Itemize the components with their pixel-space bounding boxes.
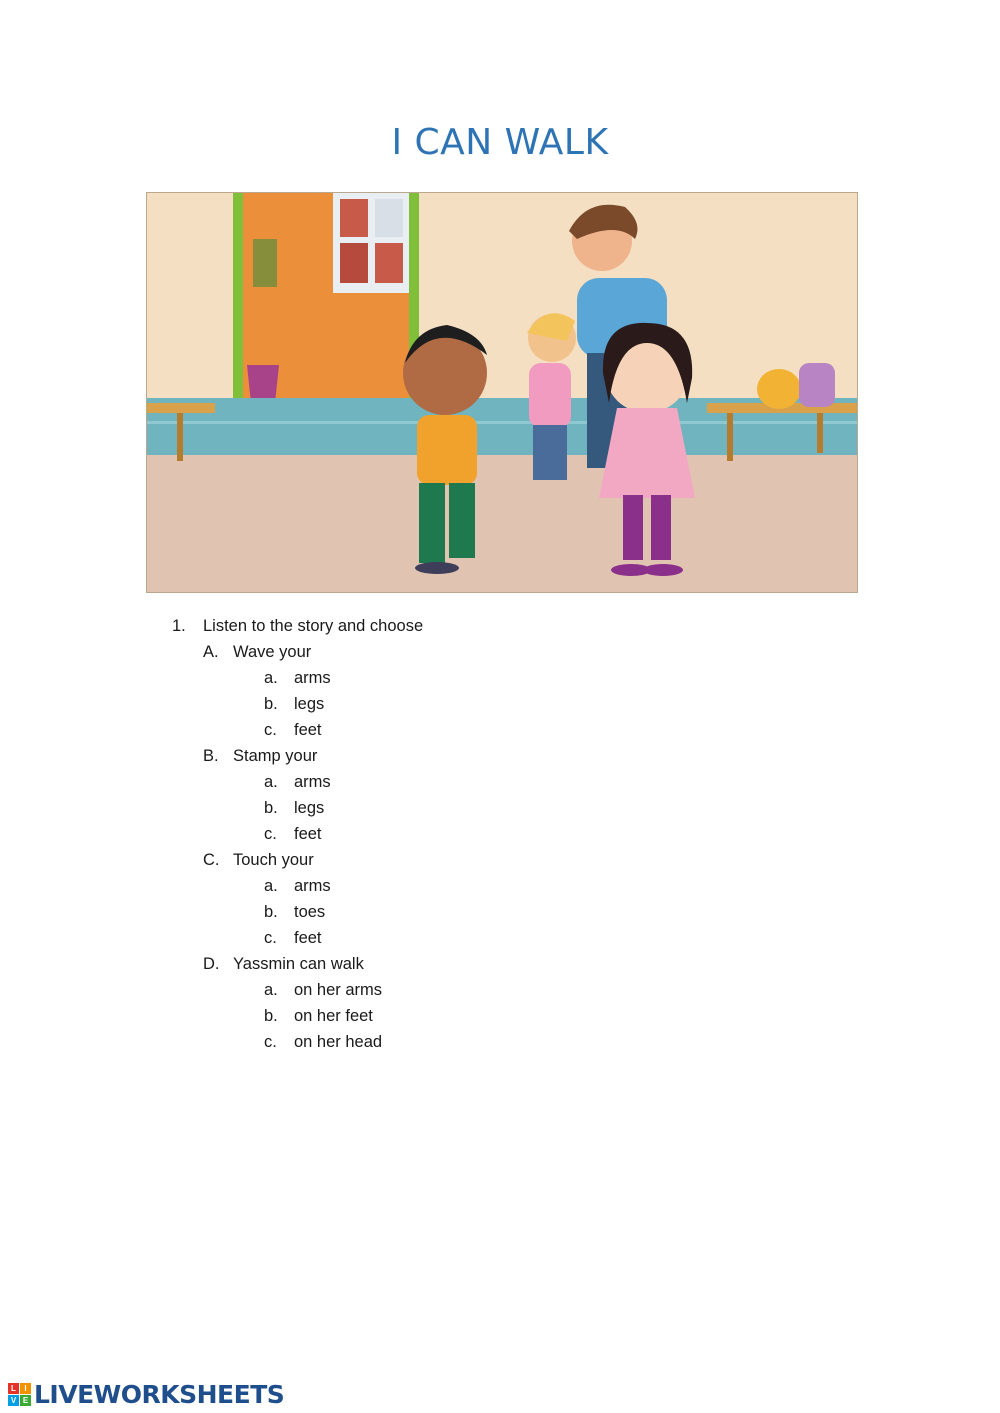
logo-block: I bbox=[20, 1383, 31, 1394]
logo-block: E bbox=[20, 1395, 31, 1406]
option-text: legs bbox=[294, 695, 325, 713]
option-letter: b. bbox=[264, 799, 278, 817]
option-text: arms bbox=[294, 773, 331, 791]
option-text: on her head bbox=[294, 1033, 383, 1051]
logo-text: LIVEWORKSHEETS bbox=[34, 1379, 285, 1409]
option-letter: b. bbox=[264, 1007, 278, 1025]
option-text: toes bbox=[294, 903, 326, 921]
sub-question-text: Wave your bbox=[233, 643, 312, 661]
option-letter: b. bbox=[264, 903, 278, 921]
logo-blocks-icon bbox=[8, 1383, 31, 1406]
option-letter: c. bbox=[264, 929, 277, 947]
option-text: feet bbox=[294, 825, 322, 843]
classroom-scene-illustration bbox=[146, 192, 858, 593]
option-text: arms bbox=[294, 877, 331, 895]
sub-question-letter: D. bbox=[203, 955, 220, 973]
sub-question-letter: C. bbox=[203, 851, 220, 869]
logo-block: L bbox=[8, 1383, 19, 1394]
option-text: arms bbox=[294, 669, 331, 687]
sub-question-text: Touch your bbox=[233, 851, 314, 869]
option-letter: a. bbox=[264, 773, 278, 791]
option-letter: c. bbox=[264, 721, 277, 739]
option-text: on her feet bbox=[294, 1007, 373, 1025]
option-text: feet bbox=[294, 721, 322, 739]
option-letter: a. bbox=[264, 669, 278, 687]
logo-block: V bbox=[8, 1395, 19, 1406]
option-letter: c. bbox=[264, 1033, 277, 1051]
option-text: legs bbox=[294, 799, 325, 817]
option-text: feet bbox=[294, 929, 322, 947]
sub-question-letter: B. bbox=[203, 747, 219, 765]
sub-question-letter: A. bbox=[203, 643, 219, 661]
sub-question-text: Yassmin can walk bbox=[233, 955, 364, 973]
page-title: I CAN WALK bbox=[391, 122, 609, 163]
option-text: on her arms bbox=[294, 981, 383, 999]
question-number: 1. bbox=[172, 617, 186, 635]
option-letter: c. bbox=[264, 825, 277, 843]
option-letter: a. bbox=[264, 981, 278, 999]
question-prompt: Listen to the story and choose bbox=[203, 617, 424, 635]
option-letter: b. bbox=[264, 695, 278, 713]
option-letter: a. bbox=[264, 877, 278, 895]
liveworksheets-logo bbox=[8, 1380, 284, 1408]
sub-question-text: Stamp your bbox=[233, 747, 318, 765]
